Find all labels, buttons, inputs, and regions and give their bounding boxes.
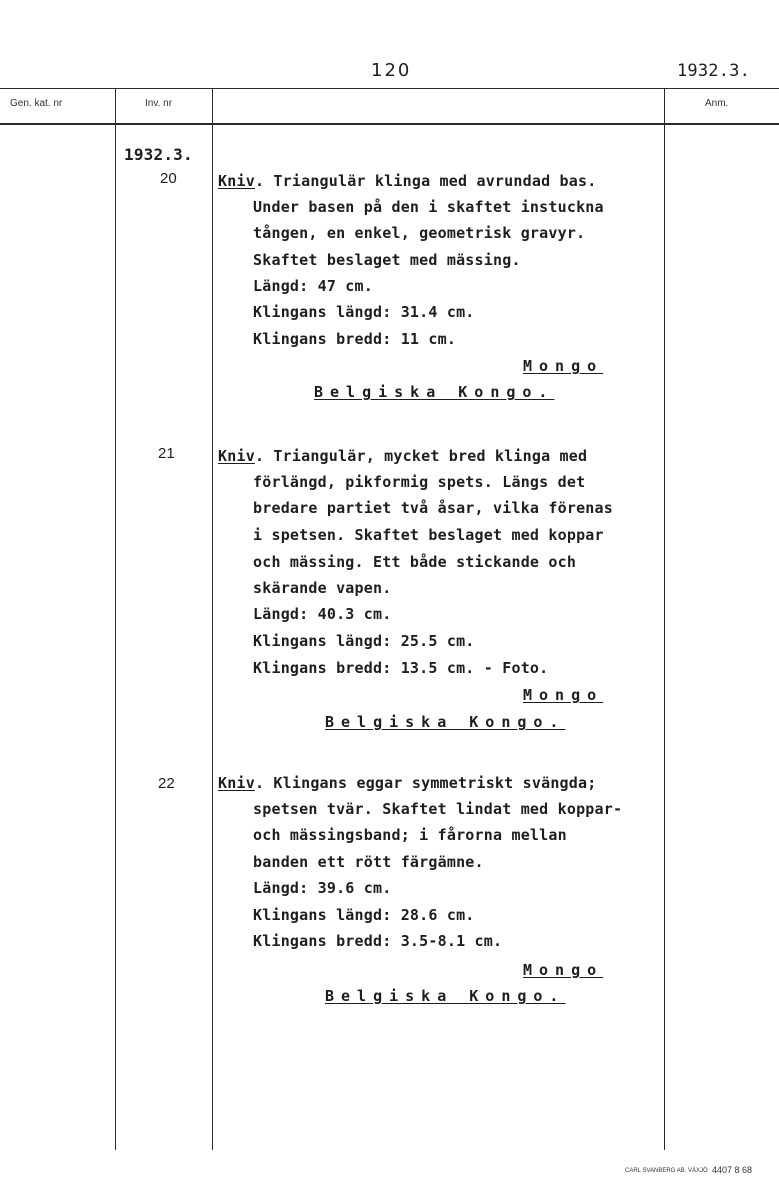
inv-number-20: 20 bbox=[160, 170, 177, 187]
column-divider-1 bbox=[115, 88, 116, 1150]
entry-line: och mässingsband; i fårorna mellan bbox=[253, 826, 567, 844]
entry-line: banden ett rött färgämne. bbox=[253, 853, 484, 871]
catalog-reference: 1932.3. bbox=[677, 61, 751, 81]
entry-line: Skaftet beslaget med mässing. bbox=[253, 251, 521, 269]
entry-line: Under basen på den i skaftet instuckna bbox=[253, 198, 604, 216]
series-label: 1932.3. bbox=[124, 145, 193, 164]
entry-line: Längd: 47 cm. bbox=[253, 277, 373, 295]
entry-line: tången, en enkel, geometrisk gravyr. bbox=[253, 224, 586, 242]
entry-line: Klingans längd: 28.6 cm. bbox=[253, 906, 475, 924]
region-name: Belgiska Kongo. bbox=[314, 383, 555, 401]
object-type: Kniv bbox=[218, 172, 255, 190]
column-divider-2 bbox=[212, 88, 213, 1150]
entry-line: Klingans bredd: 11 cm. bbox=[253, 330, 457, 348]
entry-line: spetsen tvär. Skaftet lindat med koppar- bbox=[253, 800, 623, 818]
entry-line: Längd: 40.3 cm. bbox=[253, 605, 392, 623]
people-name: Mongo bbox=[523, 357, 604, 375]
header-bottom-rule bbox=[0, 123, 779, 125]
entry-line: Kniv. Triangulär, mycket bred klinga med bbox=[218, 447, 588, 465]
column-header-inv: Inv. nr bbox=[145, 98, 173, 109]
entry-line: förlängd, pikformig spets. Längs det bbox=[253, 473, 586, 491]
entry-line: Klingans bredd: 3.5-8.1 cm. bbox=[253, 932, 503, 950]
page-number: 120 bbox=[371, 60, 412, 81]
inv-number-22: 22 bbox=[158, 775, 175, 792]
entry-line: och mässing. Ett både stickande och bbox=[253, 553, 577, 571]
entry-line: bredare partiet två åsar, vilka förenas bbox=[253, 499, 613, 517]
people-name: Mongo bbox=[523, 961, 604, 979]
entry-line: Längd: 39.6 cm. bbox=[253, 879, 392, 897]
form-code: 4407 8 68 bbox=[712, 1165, 753, 1175]
entry-line: Klingans längd: 31.4 cm. bbox=[253, 303, 475, 321]
column-divider-3 bbox=[664, 88, 665, 1150]
entry-line: skärande vapen. bbox=[253, 579, 392, 597]
printer-imprint: CARL SVANBERG AB. VÄXJÖ bbox=[625, 1168, 708, 1174]
entry-line: Kniv. Triangulär klinga med avrundad bas. bbox=[218, 172, 597, 190]
entry-line: Kniv. Klingans eggar symmetriskt svängda; bbox=[218, 774, 597, 792]
people-name: Mongo bbox=[523, 686, 604, 704]
object-type: Kniv bbox=[218, 774, 255, 792]
inv-number-21: 21 bbox=[158, 445, 175, 462]
region-name: Belgiska Kongo. bbox=[325, 987, 566, 1005]
entry-line: Klingans längd: 25.5 cm. bbox=[253, 632, 475, 650]
header-top-rule bbox=[0, 88, 779, 89]
column-header-anm: Anm. bbox=[705, 98, 729, 109]
entry-line: i spetsen. Skaftet beslaget med koppar bbox=[253, 526, 604, 544]
entry-line: Klingans bredd: 13.5 cm. - Foto. bbox=[253, 659, 549, 677]
column-header-gen-kat: Gen. kat. nr bbox=[10, 98, 63, 109]
region-name: Belgiska Kongo. bbox=[325, 713, 566, 731]
object-type: Kniv bbox=[218, 447, 255, 465]
